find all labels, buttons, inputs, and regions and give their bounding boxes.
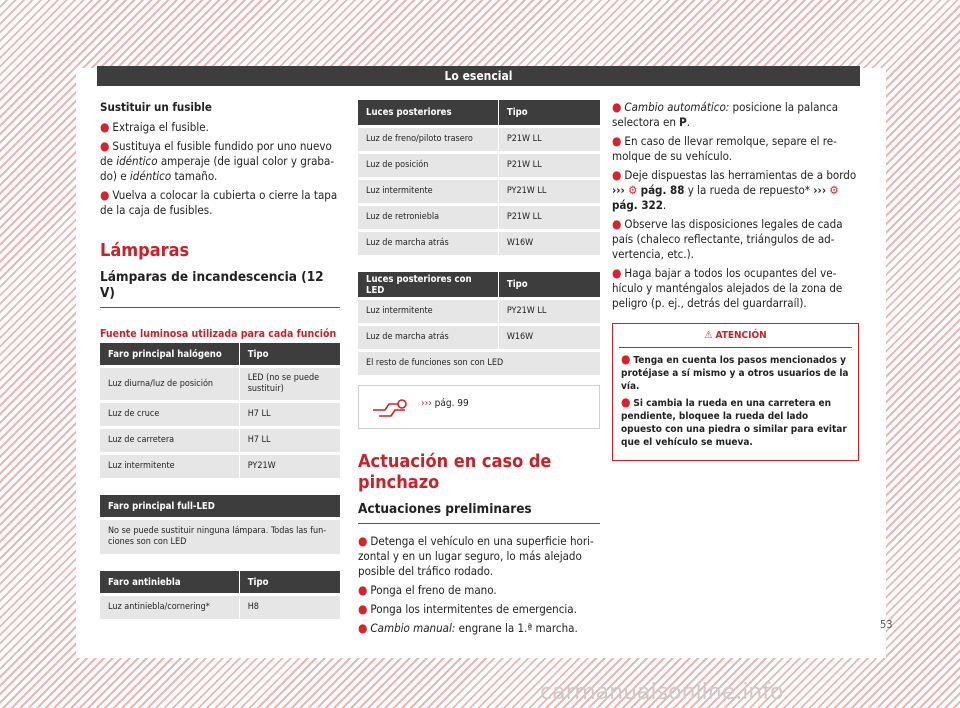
- rear-lights-table: [358, 100, 600, 255]
- bullet-icon: ●: [100, 139, 110, 153]
- page-reference-box: ››› pág. 99: [358, 385, 600, 429]
- bullet-icon: ●: [612, 100, 622, 114]
- bullet-icon: ●: [612, 266, 622, 280]
- step-list-item: ● Haga bajar a todos los ocupantes del vehículo y manténgalos alejados de la zona de peligro (p. ej., detrás del guardarraíl).: [612, 266, 843, 310]
- bullet-icon: ●: [621, 352, 631, 366]
- table-row: Luz de cruce H7 LL: [100, 402, 340, 428]
- table-row: Luz antiniebla/cornering* H8: [100, 595, 340, 620]
- rear-led-lights-table: [358, 272, 600, 375]
- column-3: [612, 100, 859, 461]
- tool-icon: ⚙: [829, 183, 839, 197]
- table-row: Luz de marcha atrás W16W: [358, 231, 600, 256]
- table-row: Luz intermitente PY21W: [100, 454, 340, 479]
- preliminary-subheading: Actuaciones preliminares: [358, 501, 600, 524]
- table-header: Tipo: [239, 571, 340, 595]
- table-row: Luz de carretera H7 LL: [100, 428, 340, 454]
- bullet-icon: ●: [621, 395, 631, 409]
- table-header: Tipo: [498, 272, 600, 299]
- page-ref-link[interactable]: pág. 88: [640, 183, 685, 197]
- bullet-icon: ●: [100, 188, 110, 202]
- step-list-item: ● Detenga el vehículo en una superficie horizontal y en un lugar seguro, lo más alejado posible del tráfico rodado.: [358, 534, 594, 578]
- table-header: Faro principal halógeno: [100, 343, 239, 367]
- page-ref-link[interactable]: pág. 99: [434, 398, 469, 409]
- puncture-heading: Actuación en caso de pinchazo: [358, 451, 552, 493]
- table-row: Luz de marcha atrás W16W: [358, 325, 600, 351]
- watermark: carmanualsonline.info: [540, 680, 784, 705]
- full-led-headlight-table: [100, 495, 340, 554]
- fuse-title: Sustituir un fusible: [100, 100, 212, 114]
- warning-title: ATENCIÓN: [715, 330, 767, 341]
- bullet-icon: ●: [358, 602, 368, 616]
- page-number: 53: [880, 618, 893, 631]
- step-list-item: ● Deje dispuestas las herramientas de a bordo ››› ⚙ pág. 88 y la rueda de repuesto* ››› ⚙ pág. 322.: [612, 168, 857, 212]
- fog-light-table: [100, 571, 340, 619]
- table-header: Tipo: [239, 343, 340, 367]
- fuse-step-1: ● Extraiga el fusible.: [100, 120, 209, 134]
- warning-item: ● Tenga en cuenta los pasos mencionados y protéjase a sí mismo y a otros usuarios de la vía.: [621, 352, 849, 392]
- table-header: Luces posteriores con LED: [358, 272, 498, 299]
- bullet-icon: ●: [612, 134, 622, 148]
- table-header: Faro antiniebla: [100, 571, 239, 595]
- column-2: [358, 100, 600, 640]
- step-list-item: ● Cambio manual: engrane la 1.ª marcha.: [358, 621, 578, 635]
- bullet-icon: ●: [358, 621, 368, 635]
- step-list-item: ● Cambio automático: posicione la palanca selectora en P.: [612, 100, 839, 129]
- table-row: El resto de funciones son con LED: [358, 351, 600, 376]
- table-caption: Fuente luminosa utilizada para cada función: [100, 328, 337, 340]
- fuse-step-2: ● Sustituya el fusible fundido por uno nuevo de idéntico amperaje (de igual color y grabado) e idéntico tamaño.: [100, 139, 335, 183]
- table-row: Luz de retroniebla P21W LL: [358, 205, 600, 231]
- table-row: Luz intermitente PY21W LL: [358, 179, 600, 205]
- step-list-item: ● Observe las disposiciones legales de cada país (chaleco reflectante, triángulos de advertencia, etc.).: [612, 217, 843, 261]
- bullet-icon: ●: [612, 168, 622, 182]
- tool-icon: [371, 394, 413, 420]
- warning-triangle-icon: ⚠: [704, 330, 713, 341]
- page-ref-link[interactable]: pág. 322: [612, 198, 663, 212]
- table-header: Tipo: [498, 100, 600, 127]
- table-row: No se puede sustituir ninguna lámpara. Todas las funciones son con LED: [100, 519, 340, 555]
- bullet-icon: ●: [100, 120, 110, 134]
- step-list-item: ● Ponga los intermitentes de emergencia.: [358, 602, 577, 616]
- column-1: [100, 100, 340, 619]
- bullet-icon: ●: [358, 583, 368, 597]
- warning-box: [612, 323, 859, 461]
- table-row: Luz de freno/piloto trasero P21W LL: [358, 127, 600, 153]
- lamps-subheading: Lámparas de incandescencia (12 V): [100, 269, 340, 308]
- table-row: Luz de posición P21W LL: [358, 153, 600, 179]
- table-row: Luz diurna/luz de posición LED (no se puede sustituir): [100, 367, 340, 402]
- bullet-icon: ●: [612, 217, 622, 231]
- step-list-item: ● Ponga el freno de mano.: [358, 583, 497, 597]
- step-list-item: ● En caso de llevar remolque, separe el remolque de su vehículo.: [612, 134, 837, 163]
- bullet-icon: ●: [358, 534, 368, 548]
- fuse-step-3: ● Vuelva a colocar la cubierta o cierre la tapa de la caja de fusibles.: [100, 188, 338, 217]
- table-row: Luz intermitente PY21W LL: [358, 299, 600, 325]
- table-header: Faro principal full-LED: [100, 495, 340, 519]
- warning-item: ● Si cambia la rueda en una carretera en pendiente, bloquee la rueda del lado opuesto con una piedra o similar para evitar que el vehículo se mueva.: [621, 395, 847, 448]
- table-header: Luces posteriores: [358, 100, 498, 127]
- section-header: Lo esencial: [97, 66, 860, 86]
- lamps-heading: Lámparas: [100, 240, 190, 261]
- halogen-headlight-table: [100, 343, 340, 478]
- tool-icon: ⚙: [628, 183, 638, 197]
